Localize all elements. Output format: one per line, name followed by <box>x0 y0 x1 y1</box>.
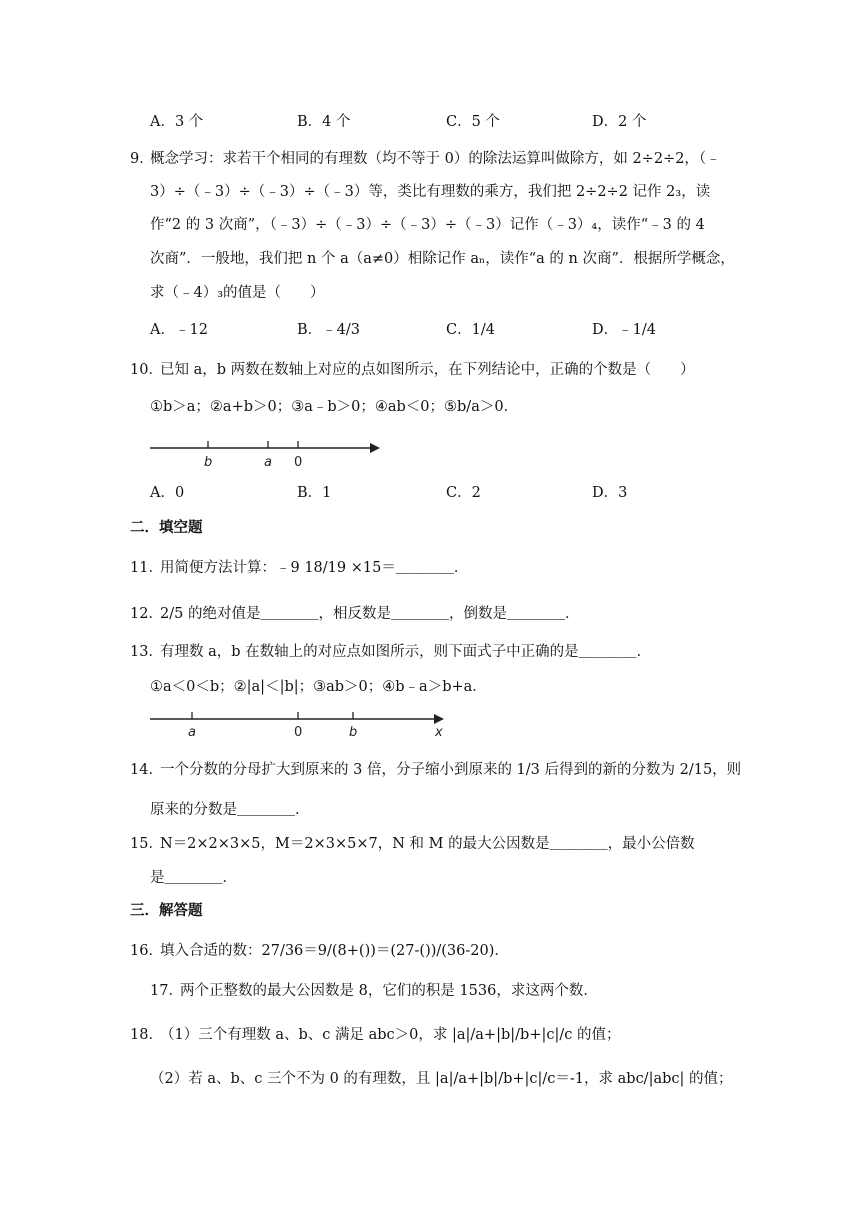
q16-text: 填入合适的数：27/36＝9/(8+())＝(27-())/(36-20)． <box>160 943 509 959</box>
q9-line-3: 作“2 的 3 次商”，（﹣3）÷（﹣3）÷（﹣3）÷（﹣3）记作（﹣3）₄，读作“﹣3 的 4 <box>150 217 705 233</box>
q14-text: 一个分数的分母扩大到原来的 3 倍，分子缩小到原来的 1/3 后得到的新的分数为 2/15，则 <box>160 762 742 778</box>
q10-option-b: B．1 <box>297 485 332 501</box>
section-2-heading: 二．填空题 <box>130 519 203 536</box>
section-3-heading: 三．解答题 <box>130 902 203 919</box>
q13-stem: 有理数 a，b 在数轴上的对应点如图所示，则下面式子中正确的是＿＿＿＿． <box>160 644 652 660</box>
q9-line-5: 求（﹣4）₃的值是（ ） <box>150 285 325 301</box>
q13-axis-label-a: a <box>188 725 196 740</box>
q18-number: 18． <box>130 1027 163 1043</box>
q10-number: 10． <box>130 362 163 378</box>
q13-number: 13． <box>130 644 163 660</box>
q9-number: 9． <box>130 151 154 167</box>
q10-axis-label-a: a <box>264 455 272 470</box>
q10-axis-label-0: 0 <box>294 455 303 470</box>
q14-line-2: 原来的分数是＿＿＿＿． <box>150 802 310 818</box>
q9-line-4: 次商”．一般地，我们把 n 个 a（a≠0）相除记作 aₙ，读作“a 的 n 次商”．根据所学概念， <box>150 251 735 267</box>
q9-line-2: 3）÷（﹣3）÷（﹣3）÷（﹣3）等，类比有理数的乘方，我们把 2÷2÷2 记作 2₃，读 <box>150 184 711 200</box>
q8-option-b: B．4 个 <box>297 114 351 130</box>
q13-axis-label-0: 0 <box>294 725 303 740</box>
q15-number: 15． <box>130 836 163 852</box>
q13-number-line <box>148 710 453 740</box>
q17-text: 两个正整数的最大公因数是 8，它们的积是 1536，求这两个数． <box>180 983 598 999</box>
q12-number: 12． <box>130 606 163 622</box>
q10-option-a: A．0 <box>150 485 185 501</box>
q10-option-d: D．3 <box>592 485 628 501</box>
q18-part-1: （1）三个有理数 a、b、c 满足 abc＞0，求 |a|/a+|b|/b+|c|/c 的值； <box>160 1027 621 1043</box>
q16-number: 16． <box>130 943 163 959</box>
q10-conclusions: ①b＞a；②a+b＞0；③a﹣b＞0；④ab＜0；⑤b/a＞0． <box>150 399 519 415</box>
q12-text: 2/5 的绝对值是＿＿＿＿，相反数是＿＿＿＿，倒数是＿＿＿＿． <box>160 606 580 622</box>
q10-option-c: C．2 <box>446 485 481 501</box>
q13-conclusions: ①a＜0＜b；②|a|＜|b|；③ab＞0；④b﹣a＞b+a． <box>150 679 487 695</box>
q8-option-a: A．3 个 <box>150 114 204 130</box>
q13-axis-label-b: b <box>349 725 358 740</box>
q13-axis-label-x: x <box>435 725 443 740</box>
q9-option-b: B．﹣4/3 <box>297 322 360 338</box>
q9-option-d: D．﹣1/4 <box>592 322 656 338</box>
q9-line-1: 概念学习：求若干个相同的有理数（均不等于 0）的除法运算叫做除方，如 2÷2÷2，（﹣ <box>150 151 721 167</box>
q11-number: 11． <box>130 560 163 576</box>
q17-number: 17． <box>150 983 183 999</box>
q10-axis-label-b: b <box>204 455 213 470</box>
q9-option-c: C．1/4 <box>446 322 495 338</box>
q18-part-2: （2）若 a、b、c 三个不为 0 的有理数，且 |a|/a+|b|/b+|c|/c＝-1，求 abc/|abc| 的值； <box>150 1071 733 1087</box>
q14-number: 14． <box>130 762 163 778</box>
q10-stem: 已知 a，b 两数在数轴上对应的点如图所示，在下列结论中，正确的个数是（ ） <box>160 362 695 378</box>
q8-option-d: D．2 个 <box>592 114 647 130</box>
q15-line-2: 是＿＿＿＿． <box>150 870 237 886</box>
q9-option-a: A．﹣12 <box>150 322 208 338</box>
q11-text: 用简便方法计算：﹣9 18/19 ×15＝＿＿＿＿． <box>160 560 469 576</box>
q10-number-line <box>148 436 388 472</box>
q8-option-c: C．5 个 <box>446 114 500 130</box>
q15-text: N＝2×2×3×5，M＝2×3×5×7，N 和 M 的最大公因数是＿＿＿＿，最小公倍数 <box>160 836 695 852</box>
